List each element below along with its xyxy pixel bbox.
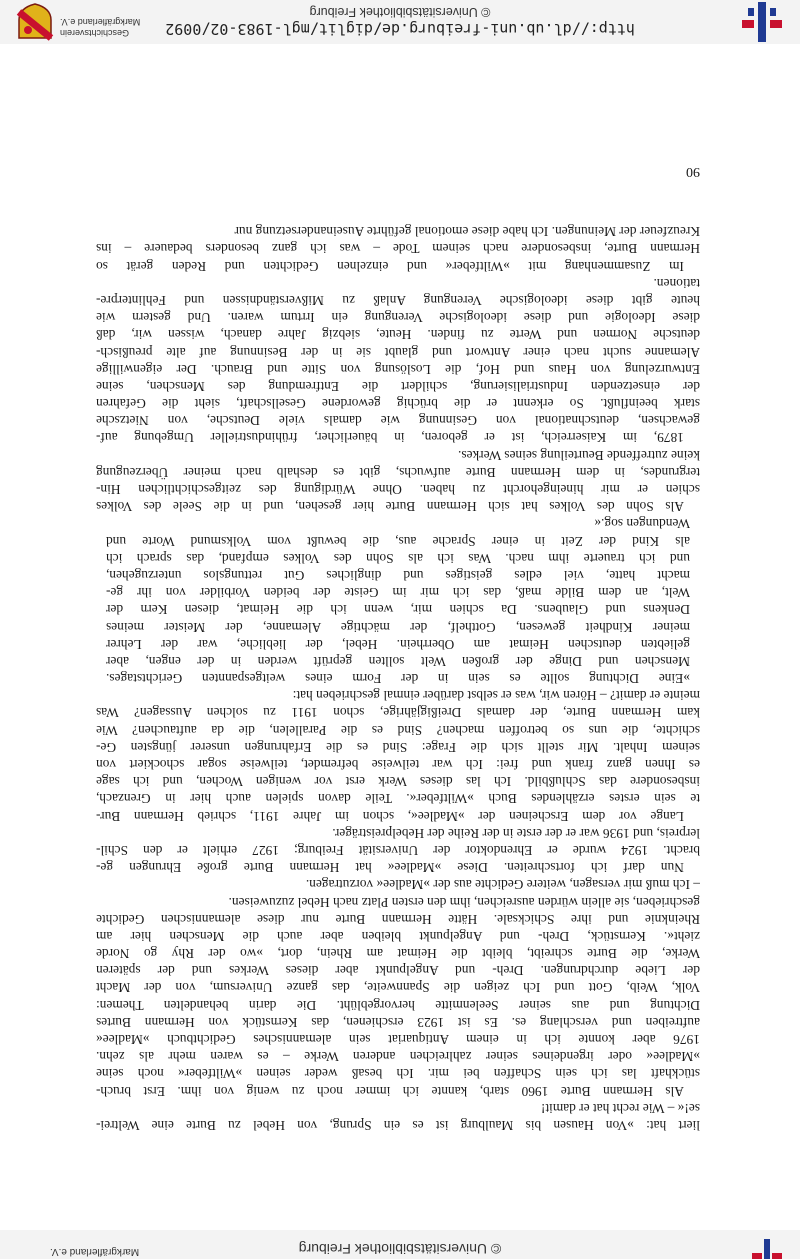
- ub-logo-icon: [752, 1239, 782, 1259]
- text-line: Kreuzfeuer der Meinungen. Ich habe diese emotional geführte Auseinandersetzung nur: [234, 224, 700, 240]
- text-line: Als Hermann Burte 1960 starb, kannte ich immer noch zu wenig von ihm. Erst bruch-: [96, 1083, 684, 1099]
- text-line: Im Zusammenhang mit »Wiltfeber« und einzelnen Gedichten und Reden gerät so: [96, 258, 684, 274]
- text-line: gewachsen, deutschnational von Gesinnung wie damals viele Deutsche, von Nietzsche: [96, 413, 700, 429]
- text-line: Nun darf ich fortschreiten. Diese »Madlee« hat Hermann Burte große Ehrungen ge-: [96, 860, 684, 876]
- text-line: – Ich muß mir versagen, weitere Gedichte aus der »Madlee« vorzutragen.: [305, 877, 700, 893]
- text-line: kam Hermann Burte, der damals Dreißigjährige, schon 1911 zu solchen Aussagen? Was: [96, 705, 700, 721]
- text-line: Volk, Weib, Gott und Ich zeigen die Spannweite, das ganze Universum, von der Macht: [96, 980, 700, 996]
- text-line: stark beeinflußt. So erkennt er die brüchig gewordene Gesellschaft, sieht die Gefahren: [96, 396, 700, 412]
- text-line: Hermann Burte, insbesondere nach seinem Tode – was ich ganz besonders bedauere – ins: [96, 241, 700, 257]
- text-line: tationen.: [653, 275, 700, 291]
- text-line: stückhaft las ich sein Schaffen bei mir. Ich besaß weder seinen »Wiltfeber« noch seine: [96, 1066, 700, 1082]
- text-line: keine zutreffende Beurteilung seines Werkes.: [458, 447, 700, 463]
- text-line: lerpreis, und 1936 war er der erste in der Reihe der Hebelpreisträger.: [332, 825, 700, 841]
- body-text: [96, 223, 700, 1134]
- document-url[interactable]: http://dl.ub.uni-freiburg.de/diglit/mgl-1983-02/0092: [165, 20, 635, 38]
- text-line: Werke, die Burte schreibt, bleibt die Heimat am Rhein, dort, »wo der Rhy go Norde: [96, 946, 700, 962]
- text-line: es Ihnen ganz frank und frei: Ich war teilweise befremdet, teilweise sogar schockiert von: [96, 757, 700, 773]
- text-line: schien er mir hineingehorcht zu haben. Ohne Würdigung des zeitgeschichtlichen Hin-: [96, 482, 700, 498]
- footer-copyright: © Universitätsbibliothek Freiburg: [298, 1241, 502, 1257]
- text-line: auftreiben und verschlang es. Es ist 1923 erschienen, das Kernstück von Hermann Burtes: [96, 1014, 700, 1030]
- text-line: geliebten deutschen Heimat am Oberrhein. Hebel, der liebliche, war der Lehrer: [106, 636, 690, 652]
- text-line: insbesondere das Schlußbild. Ich las dieses Werk erst vor wenigen Wochen, und ich sage: [96, 774, 700, 790]
- page-footer: [0, 1230, 800, 1259]
- society-name-line1: Geschichtsverein: [60, 28, 130, 38]
- text-line: Welt, an dem Bilde maß, das ich mir im Geiste der beiden Vorbilder von ihr ge-: [106, 585, 690, 601]
- text-line: Alemanne sucht nach einer Antwort und glaubt sie in der Besinnung auf alte preußisch-: [96, 344, 700, 360]
- text-line: Denkens und Glaubens. Da schien mir, wenn ich die Heimat, diesen Kern der: [106, 602, 690, 618]
- text-line: liert hat: »Von Hausen bis Maulburg ist es ein Sprung, von Hebel zu Burte eine Weltrei-: [96, 1118, 700, 1133]
- text-line: Wendungen sog.«: [594, 516, 690, 532]
- text-line: Entwurzelung von Haus und Hof, die Loslösung von Sitte und Brauch. Der eigenwillige: [96, 361, 700, 377]
- text-line: als Kind der Zeit in einer Sprache aus, die bewußt vom Volksmund Worte und: [106, 533, 690, 549]
- text-line: diese Ideologie und diese ideologische Verengung ein Irrtum waren. Und gestern wie: [96, 310, 700, 326]
- coat-of-arms-icon: [15, 2, 55, 42]
- text-line: meiner Kindheit gewesen, Gotthelf, der mächtige Alemanne, der Meister meines: [106, 619, 690, 635]
- text-line: 1879, im Kaiserreich, ist er geboren, in bäuerlicher, frühindustrieller Umgebung auf-: [96, 430, 684, 446]
- page-header: [0, 0, 800, 44]
- text-line: macht hatte, viel edles geistiges und dingliches Gut rettungslos unterzugehen,: [106, 568, 690, 583]
- society-name: [60, 16, 160, 38]
- text-line: heute gibt diese ideologische Verengung Anlaß zu Mißverständnissen und Fehlinterpre-: [96, 293, 700, 308]
- text-line: »Eine Dichtung sollte es sein in der Form eines weitgespannten Gerichtstages.: [106, 671, 690, 687]
- text-line: der Liebe durchdrungen. Dreh- und Angelpunkt aber dieses Werkes und der späteren: [96, 963, 700, 979]
- text-line: meinte er damit? – Hören wir, was er selbst darüber einmal geschrieben hat:: [292, 688, 700, 704]
- society-name-line2: Markgräflerland e.V.: [60, 17, 141, 27]
- text-line: Rheinknie und ihre Schicksale. Hätte Hermann Burte nur diese alemannischen Gedichte: [96, 911, 700, 927]
- text-line: »Madlee« oder irgendeines seiner zahlreichen anderen Werke – es waren mehr als zehn.: [96, 1049, 700, 1065]
- text-line: deutsche Normen und Werte zu finden. Heute, siebzig Jahre danach, wissen wir, daß: [96, 327, 700, 343]
- text-line: Als Sohn des Volkes hat sich Hermann Burte hier gesehen, und in die Seele des Volkes: [96, 499, 684, 515]
- text-line: te sein erstes erzählendes Buch »Wiltfeber«. Teile davon spielen auch hier in Grenzach,: [96, 791, 700, 807]
- text-line: schichte, die uns so betroffen machen? Sind es die Parallelen, die da auftauchen? Wie: [96, 722, 700, 738]
- ub-logo-icon: [742, 2, 782, 42]
- text-line: seinem Inhalt. Mir stellt sich die Frage: Sind es die Erfahrungen unserer jüngsten Ge-: [96, 739, 700, 755]
- text-line: und ich trauerte ihm nach. Was ich als Sohn des Volkes empfand, das sprach ich: [106, 550, 690, 566]
- text-line: Lange vor dem Erscheinen der »Madlee«, schon im Jahre 1911, schrieb Hermann Bur-: [96, 808, 684, 824]
- text-line: Dichtung und aus seiner Seelenmitte hervorgeblüht. Die darin behandelten Themen:: [96, 997, 700, 1013]
- text-line: Menschen und Dinge der großen Welt sollten geprüft werden in der engen, aber: [106, 653, 690, 669]
- text-line: se!« – Wie recht hat er damit!: [540, 1100, 700, 1116]
- footer-society-name: Markgräflerland e.V.: [50, 1246, 140, 1257]
- text-line: 1976 aber konnte ich in einem Antiquariat sein alemannisches Gedichtbuch »Madlee«: [96, 1032, 700, 1048]
- text-line: tergrundes, in dem Hermann Burte aufwuchs, gibt es deshalb nach meiner Überzeugung: [96, 464, 700, 480]
- text-line: bracht. 1924 wurde er Ehrendoktor der Universität Freiburg; 1927 erhielt er den Schil-: [96, 843, 700, 858]
- text-line: der einsetzenden Industrialisierung, schildert die Entfremdung des Menschen, seine: [96, 378, 700, 394]
- text-line: geschrieben, sie allein würden ausreichen, ihm den ersten Platz nach Hebel zuzuweisen.: [228, 894, 700, 910]
- header-copyright: © Universitätsbibliothek Freiburg: [309, 5, 491, 19]
- text-line: zieht«. Kernstück, Dreh- und Angelpunkt bleiben aber auch die Menschen hier am: [96, 928, 700, 944]
- page-number: 90: [686, 164, 700, 179]
